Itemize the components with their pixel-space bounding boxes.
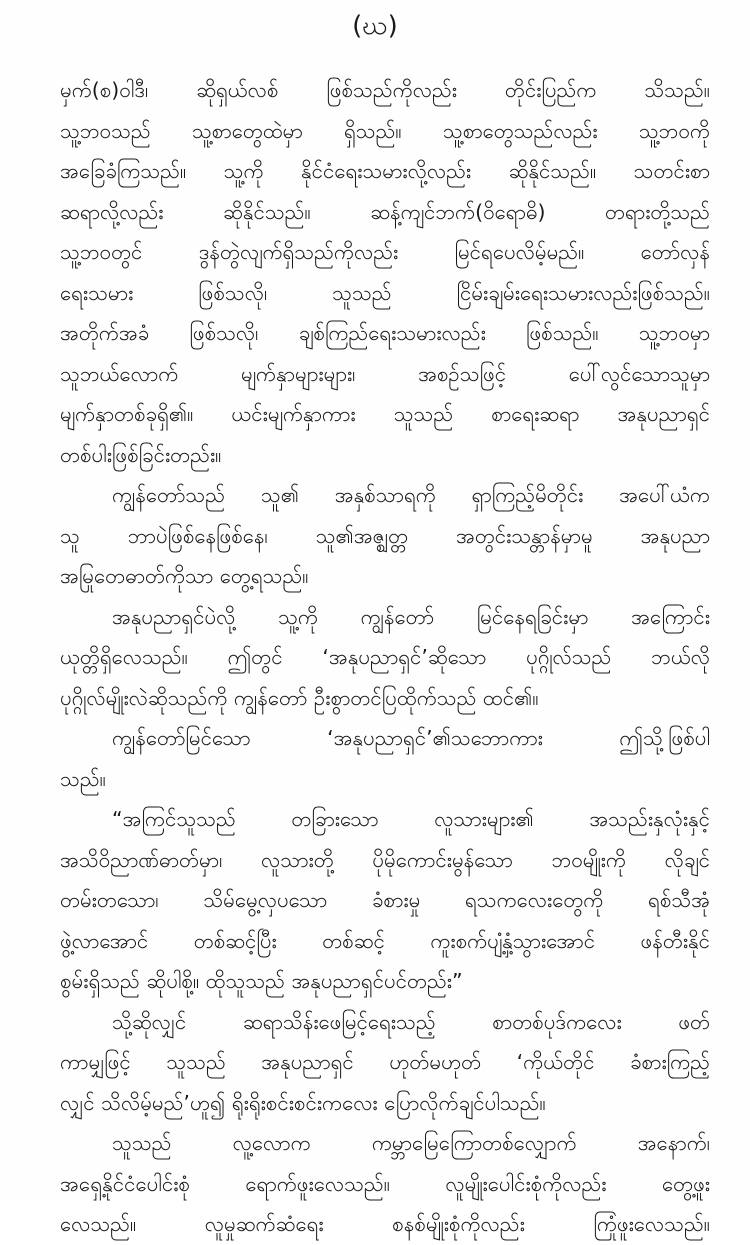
paragraph-2 [60, 475, 710, 597]
paragraph-3 [60, 597, 710, 719]
text-line: အရှေ့နိုင်ငံပေါင်းစုံ ရောက်ဖူးလေသည်။ လူမျိုးပေါင်းစုံကိုလည်း တွေ့ဖူး [60, 1171, 710, 1196]
paragraph-6 [60, 1002, 710, 1124]
text-line: သူ့ဘဝသည် သူ့စာတွေထဲမှာ ရှိသည်။ သူ့စာတွေသည်လည်း သူ့ဘဝကို [60, 118, 710, 143]
paragraph-5-quote [60, 799, 710, 1002]
text-line: ကျွန်တော်သည် သူ၏ အနှစ်သာရကို ရှာကြည့်မိတိုင်း အပေါ်ယံက [112, 483, 710, 507]
text-line: သည်။ [60, 766, 106, 791]
text-line: ကာမျှဖြင့် သူသည် အနုပညာရှင် ဟုတ်မဟုတ် ‘ကိုယ်တိုင် ခံစားကြည့် [60, 1050, 710, 1074]
page-number: (ဃ) [352, 11, 398, 41]
text-line: ဖွဲ့လာအောင် တစ်ဆင့်ပြီး တစ်ဆင့် ကူးစက်ပျံ့နှံ့သွားအောင် ဖန်တီးနိုင် [60, 928, 710, 953]
text-line: တစ်ပါးဖြစ်ခြင်းတည်း။ [60, 442, 222, 467]
text-line: ရေးသမား ဖြစ်သလို၊ သူသည် ငြိမ်းချမ်းရေးသမားလည်းဖြစ်သည်။ [60, 280, 710, 305]
text-line: သူဘယ်လောက် မျက်နှာများများ၊ အစဉ်သဖြင့် ပေါ်လွင်သောသူမှာ [60, 361, 710, 386]
text-line: ကျွန်တော်မြင်သော ‘အနုပညာရှင်’၏သဘောကား ဤသို့ဖြစ်ပါ [112, 726, 710, 750]
text-line: စွမ်းရှိသည် ဆိုပါစို့။ ထိုသူသည် အနုပညာရှင်ပင်တည်း” [60, 969, 463, 993]
text-line: အတိုက်အခံ ဖြစ်သလို၊ ချစ်ကြည်ရေးသမားလည်း ဖြစ်သည်။ သူ့ဘဝမှာ [60, 321, 710, 345]
text-line: သူ့ဘဝတွင် ဒွန်တွဲလျက်ရှိသည်ကိုလည်း မြင်ရပေလိမ့်မည်။ တော်လှန် [60, 240, 710, 264]
text-line: ယုတ္တိရှိလေသည်။ ဤတွင် ‘အနုပညာရှင်’ဆိုသော ပုဂ္ဂိုလ်သည် ဘယ်လို [60, 645, 710, 669]
text-line: သို့ဆိုလျှင် ဆရာသိန်းဖေမြင့်ရေးသည့် စာတစ်ပုဒ်ကလေး ဖတ် [112, 1009, 710, 1034]
paragraph-1 [60, 70, 710, 475]
text-line: အမြုတေဓာတ်ကိုသာ တွေ့ရသည်။ [60, 564, 309, 588]
text-line: မှက်(စ)ဝါဒီ၊ ဆိုရှယ်လစ် ဖြစ်သည်ကိုလည်း တိုင်းပြည်က သိသည်။ [60, 78, 710, 102]
text-line: အခြေခံကြသည်။ သူ့ကို နိုင်ငံရေးသမားလို့လည်း ဆိုနိုင်သည်။ သတင်းစာ [60, 159, 710, 183]
text-line: သူ ဘာပဲဖြစ်နေဖြစ်နေ၊ သူ၏အဇ္ဈတ္တ အတွင်းသန္တာန်မှာမူ အနုပညာ [60, 523, 710, 548]
text-line: လျှင် သိလိမ့်မည်’ဟူ၍ ရိုးရိုးစင်းစင်းကလေး ပြောလိုက်ချင်ပါသည်။ [60, 1090, 546, 1115]
paragraph-7 [60, 1123, 710, 1245]
text-line: ပုဂ္ဂိုလ်မျိုးလဲဆိုသည်ကို ကျွန်တော် ဦးစွာတင်ပြထိုက်သည် ထင်၏။ [60, 685, 539, 710]
text-line: အသိဝိညာဏ်ဓာတ်မှာ၊ လူသားတို့ ပိုမိုကောင်းမွန်သော ဘဝမျိုးကို လိုချင် [60, 847, 710, 872]
body-text [60, 70, 710, 1245]
text-line: လေသည်။ လူမှုဆက်ဆံရေး စနစ်မျိုးစုံကိုလည်း ကြုံဖူးလေသည်။ [60, 1212, 710, 1236]
text-line: “အကြင်သူသည် တခြားသော လူသားများ၏ အသည်းနှလုံးနှင့် [112, 807, 710, 831]
text-line: တမ်းတသော၊ သိမ်မွေ့လှပသော ခံစားမှု ရသကလေးတွေကို ရစ်သီအုံ [60, 888, 710, 912]
paragraph-4 [60, 718, 710, 799]
text-line: သူသည် လူ့လောက ကမ္ဘာမြေကြောတစ်လျှောက် အနောက်၊ [112, 1131, 710, 1155]
text-line: အနုပညာရှင်ပဲလို့ သူ့ကို ကျွန်တော် မြင်နေရခြင်းမှာ အကြောင်း [112, 604, 710, 629]
text-line: မျက်နှာတစ်ခုရှိ၏။ ယင်းမျက်နှာကား သူသည် စာရေးဆရာ အနုပညာရှင် [60, 402, 710, 426]
text-line: ဆရာလို့လည်း ဆိုနိုင်သည်။ ဆန့်ကျင်ဘက်(ဝိရောဓိ) တရားတို့သည် [60, 199, 710, 224]
